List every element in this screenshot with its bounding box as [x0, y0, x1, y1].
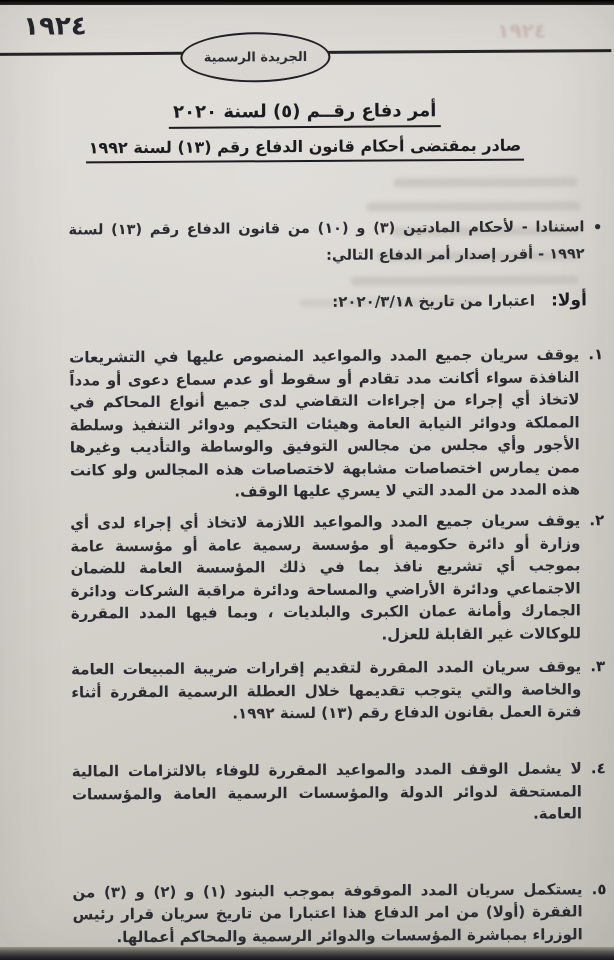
bleedthrough-page-number: ١٩٢٤: [497, 18, 547, 43]
document-titles: [0, 99, 612, 164]
clause-text: يوقف سريان المدد المقررة لتقديم إقرارات ضريبة المبيعات العامة والخاصة والتي يتوجب تقديمها خلال العطلة الرسمية المقررة أثناء فترة العمل بقانون الدفاع رقم (١٣) لسنة ١٩٩٢.: [71, 657, 582, 723]
clause-number: ٥.: [591, 879, 607, 898]
order-subtitle: صادر بمقتضى أحكام قانون الدفاع رقم (١٣) لسنة ١٩٩٢: [86, 136, 525, 164]
bleedthrough-line: [351, 275, 579, 285]
clause-text: يوقف سريان جميع المدد والمواعيد المنصوص عليها في التشريعات النافذة سواء أكانت مدد تقادم أو سقوط أو عدم سماع دعوى أو مدداً لاتخاذ أي إجراء من إجراءات التقاضي لدى جميع أنواع المحاكم في المملكة ودوائر النيابة العامة وهيئات التحكيم ودوائر التنفيذ وسلطة الأجور وأي مجلس من مجالس التوفيق والوساطة والتأديب وغيرها ممن يمارس اختصاصات مشابهة لاختصاصات هذه المجالس ولو كانت هذه المدد من المدد التي لا يسري عليها الوقف.: [69, 345, 581, 501]
section-first-label: أولا:: [550, 290, 587, 311]
page-number: ١٩٢٤: [23, 11, 87, 42]
scan-top-edge: [0, 0, 614, 5]
clause-item: [70, 509, 605, 648]
clause-item: [72, 878, 606, 949]
bleedthrough-line: [366, 201, 581, 211]
clause-number: ٢.: [589, 511, 605, 530]
clauses-list: [69, 343, 607, 949]
clause-number: ٣.: [590, 657, 606, 676]
clause-text: يوقف سريان جميع المدد والمواعيد اللازمة لاتخاذ أي إجراء لدى أي وزارة أو دائرة حكومية أو مؤسسة رسمية عامة أو مؤسسة عامة بموجب أي تشريع نافذ بما في ذلك المؤسسة العامة للضمان الاجتماعي ودائرة الأراضي والمساحة ودائرة مراقبة الشركات ودائرة الجمارك وأمانة عمان الكبرى والبلديات ، وبما فيها المدد المقررة للوكالات غير القابلة للعزل.: [70, 511, 581, 644]
gazette-title: الجريدة الرسمية: [203, 49, 308, 66]
clause-text: لا يشمل الوقف المدد والمواعيد المقررة للوفاء بالالتزامات المالية المستحقة لدوائر الدولة والمؤسسات الرسمية العامة والمؤسسات العامة.: [71, 759, 583, 823]
section-first-text: اعتبارا من تاريخ ٢٠٢٠/٣/١٨:: [332, 291, 536, 311]
clause-number: ١.: [588, 345, 604, 364]
section-first-row: [69, 290, 587, 313]
scan-bottom-edge: [0, 947, 614, 960]
clause-item: [72, 757, 606, 828]
clause-number: ٤.: [590, 759, 606, 778]
preamble-text: استنادا - لأحكام المادتين (٣) و (١٠) من قانون الدفاع رقم (١٣) لسنة ١٩٩٢ - أقرر إصدار أمر الدفاع التالي:: [68, 219, 585, 264]
bleedthrough-line: [393, 177, 578, 187]
order-title: أمر دفاع رقــم (٥) لسنة ٢٠٢٠: [169, 100, 440, 129]
clause-text: يستكمل سريان المدد الموقوفة بموجب البنود (١) و (٢) و (٣) من الفقرة (أولا) من امر الدفاع هذا اعتبارا من تاريخ سريان قرار رئيس الوزراء بمباشرة المؤسسات والدوائر الرسمية والمحاكم أعمالها.: [72, 879, 583, 946]
gazette-oval-stamp: [180, 32, 330, 83]
clause-item: [71, 655, 605, 726]
preamble-paragraph: [68, 214, 602, 273]
clause-item: [69, 343, 604, 504]
bullet-marker: •: [592, 218, 603, 237]
